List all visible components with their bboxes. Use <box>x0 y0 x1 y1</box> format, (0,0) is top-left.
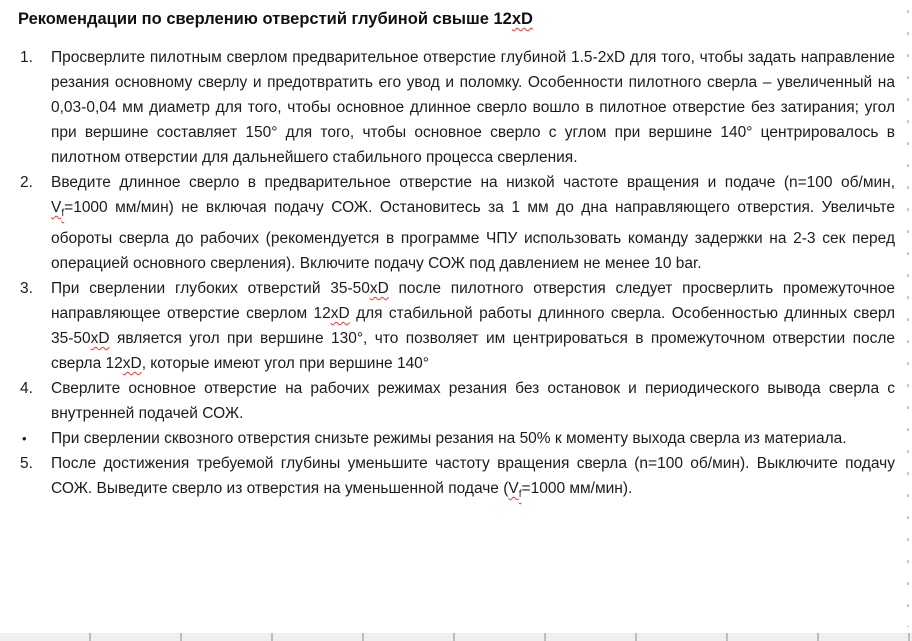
text-segment: При сверлении сквозного отверстия снизьте режимы резания на 50% к моменту выхода сверла из материала. <box>51 430 847 448</box>
spellcheck-flagged-text: V <box>508 480 519 498</box>
document-title <box>18 10 895 29</box>
text-segment: Сверлите основное отверстие на рабочих режимах резания без остановок и периодического вывода сверла с внутренней подачей СОЖ. <box>51 380 895 423</box>
list-number: 3. <box>20 280 33 298</box>
spellcheck-flagged-text: V <box>51 199 62 216</box>
list-item-3 <box>18 276 895 376</box>
spellcheck-flagged-text: xD <box>330 305 350 323</box>
list-item-2 <box>18 170 895 276</box>
text-segment: является угол при вершине 130°, что позволяет им центрироваться в промежуточном отверстии после сверла 12 <box>51 330 895 373</box>
list-item-text <box>51 451 895 507</box>
text-segment: =1000 мм/мин) не включая подачу СОЖ. Остановитесь за 1 мм до дна направляющего отверстия. Увеличьте обороты сверла до рабочих (рекомендуется в программе ЧПУ использовать команду задержки на 2-3 сек перед операцией основного сверления). Включите подачу СОЖ под давлением не менее 10 bar. <box>51 199 895 273</box>
list-item-4 <box>18 376 895 426</box>
text-segment: При сверлении глубоких отверстий 35-50 <box>51 280 370 298</box>
document-body <box>18 10 895 507</box>
list-item-text <box>51 45 895 170</box>
text-segment: , которые имеют угол при вершине 140° <box>141 355 430 373</box>
bullet-marker: • <box>22 431 27 447</box>
spellcheck-flagged-text: xD <box>90 330 110 348</box>
list-item-bullet <box>18 426 895 451</box>
table-gridline-right <box>907 10 909 627</box>
text-segment: Рекомендации по сверлению отверстий глубиной свыше 12 <box>18 10 512 28</box>
list-item-text <box>51 376 895 426</box>
list-item-text <box>51 426 895 451</box>
list-number: 2. <box>20 174 33 191</box>
list-item-text <box>51 170 895 276</box>
recommendations-list <box>18 45 895 507</box>
spellcheck-flagged-text: xD <box>122 355 142 373</box>
spellcheck-flagged-text: xD <box>511 10 533 28</box>
spellcheck-flagged-text: f <box>518 489 522 501</box>
list-item-5 <box>18 451 895 507</box>
table-gridline-bottom <box>0 633 912 641</box>
text-segment: Просверлите пилотным сверлом предварительное отверстие глубиной 1.5-2xD для того, чтобы задать направление резания основному сверлу и предотвратить его увод и поломку. Особенности пилотного сверла – увеличенный на 0,03-0,04 мм диаметр для того, чтобы основное длинное сверло вошло в пилотное отверстие без затирания; угол при вершине составляет 150° для того, чтобы основное сверло с углом при вершине 140° центрировалось в пилотном отверстии для дальнейшего стабильного процесса сверления. <box>51 49 895 166</box>
list-item-text <box>51 276 895 376</box>
text-segment: Введите длинное сверло в предварительное отверстие на низкой частоте вращения и подаче (n=100 об/мин, <box>51 174 895 191</box>
text-segment: для стабильной работы длинного сверла. Особенностью длинных сверл 35-50 <box>51 305 896 348</box>
list-number: 5. <box>20 455 33 473</box>
text-segment: =1000 мм/мин). <box>521 480 633 498</box>
list-number: 4. <box>20 380 33 398</box>
text-segment: после пилотного отверстия следует просверлить промежуточное направляющее отверстие сверлом 12 <box>51 280 895 323</box>
spellcheck-flagged-text: xD <box>369 280 389 298</box>
list-number: 1. <box>20 49 33 66</box>
spellcheck-flagged-text: f <box>61 208 65 220</box>
list-item-1 <box>18 45 895 170</box>
text-segment: После достижения требуемой глубины уменьшите частоту вращения сверла (n=100 об/мин). Выключите подачу СОЖ. Выведите сверло из отверстия на уменьшенной подаче ( <box>51 455 895 498</box>
